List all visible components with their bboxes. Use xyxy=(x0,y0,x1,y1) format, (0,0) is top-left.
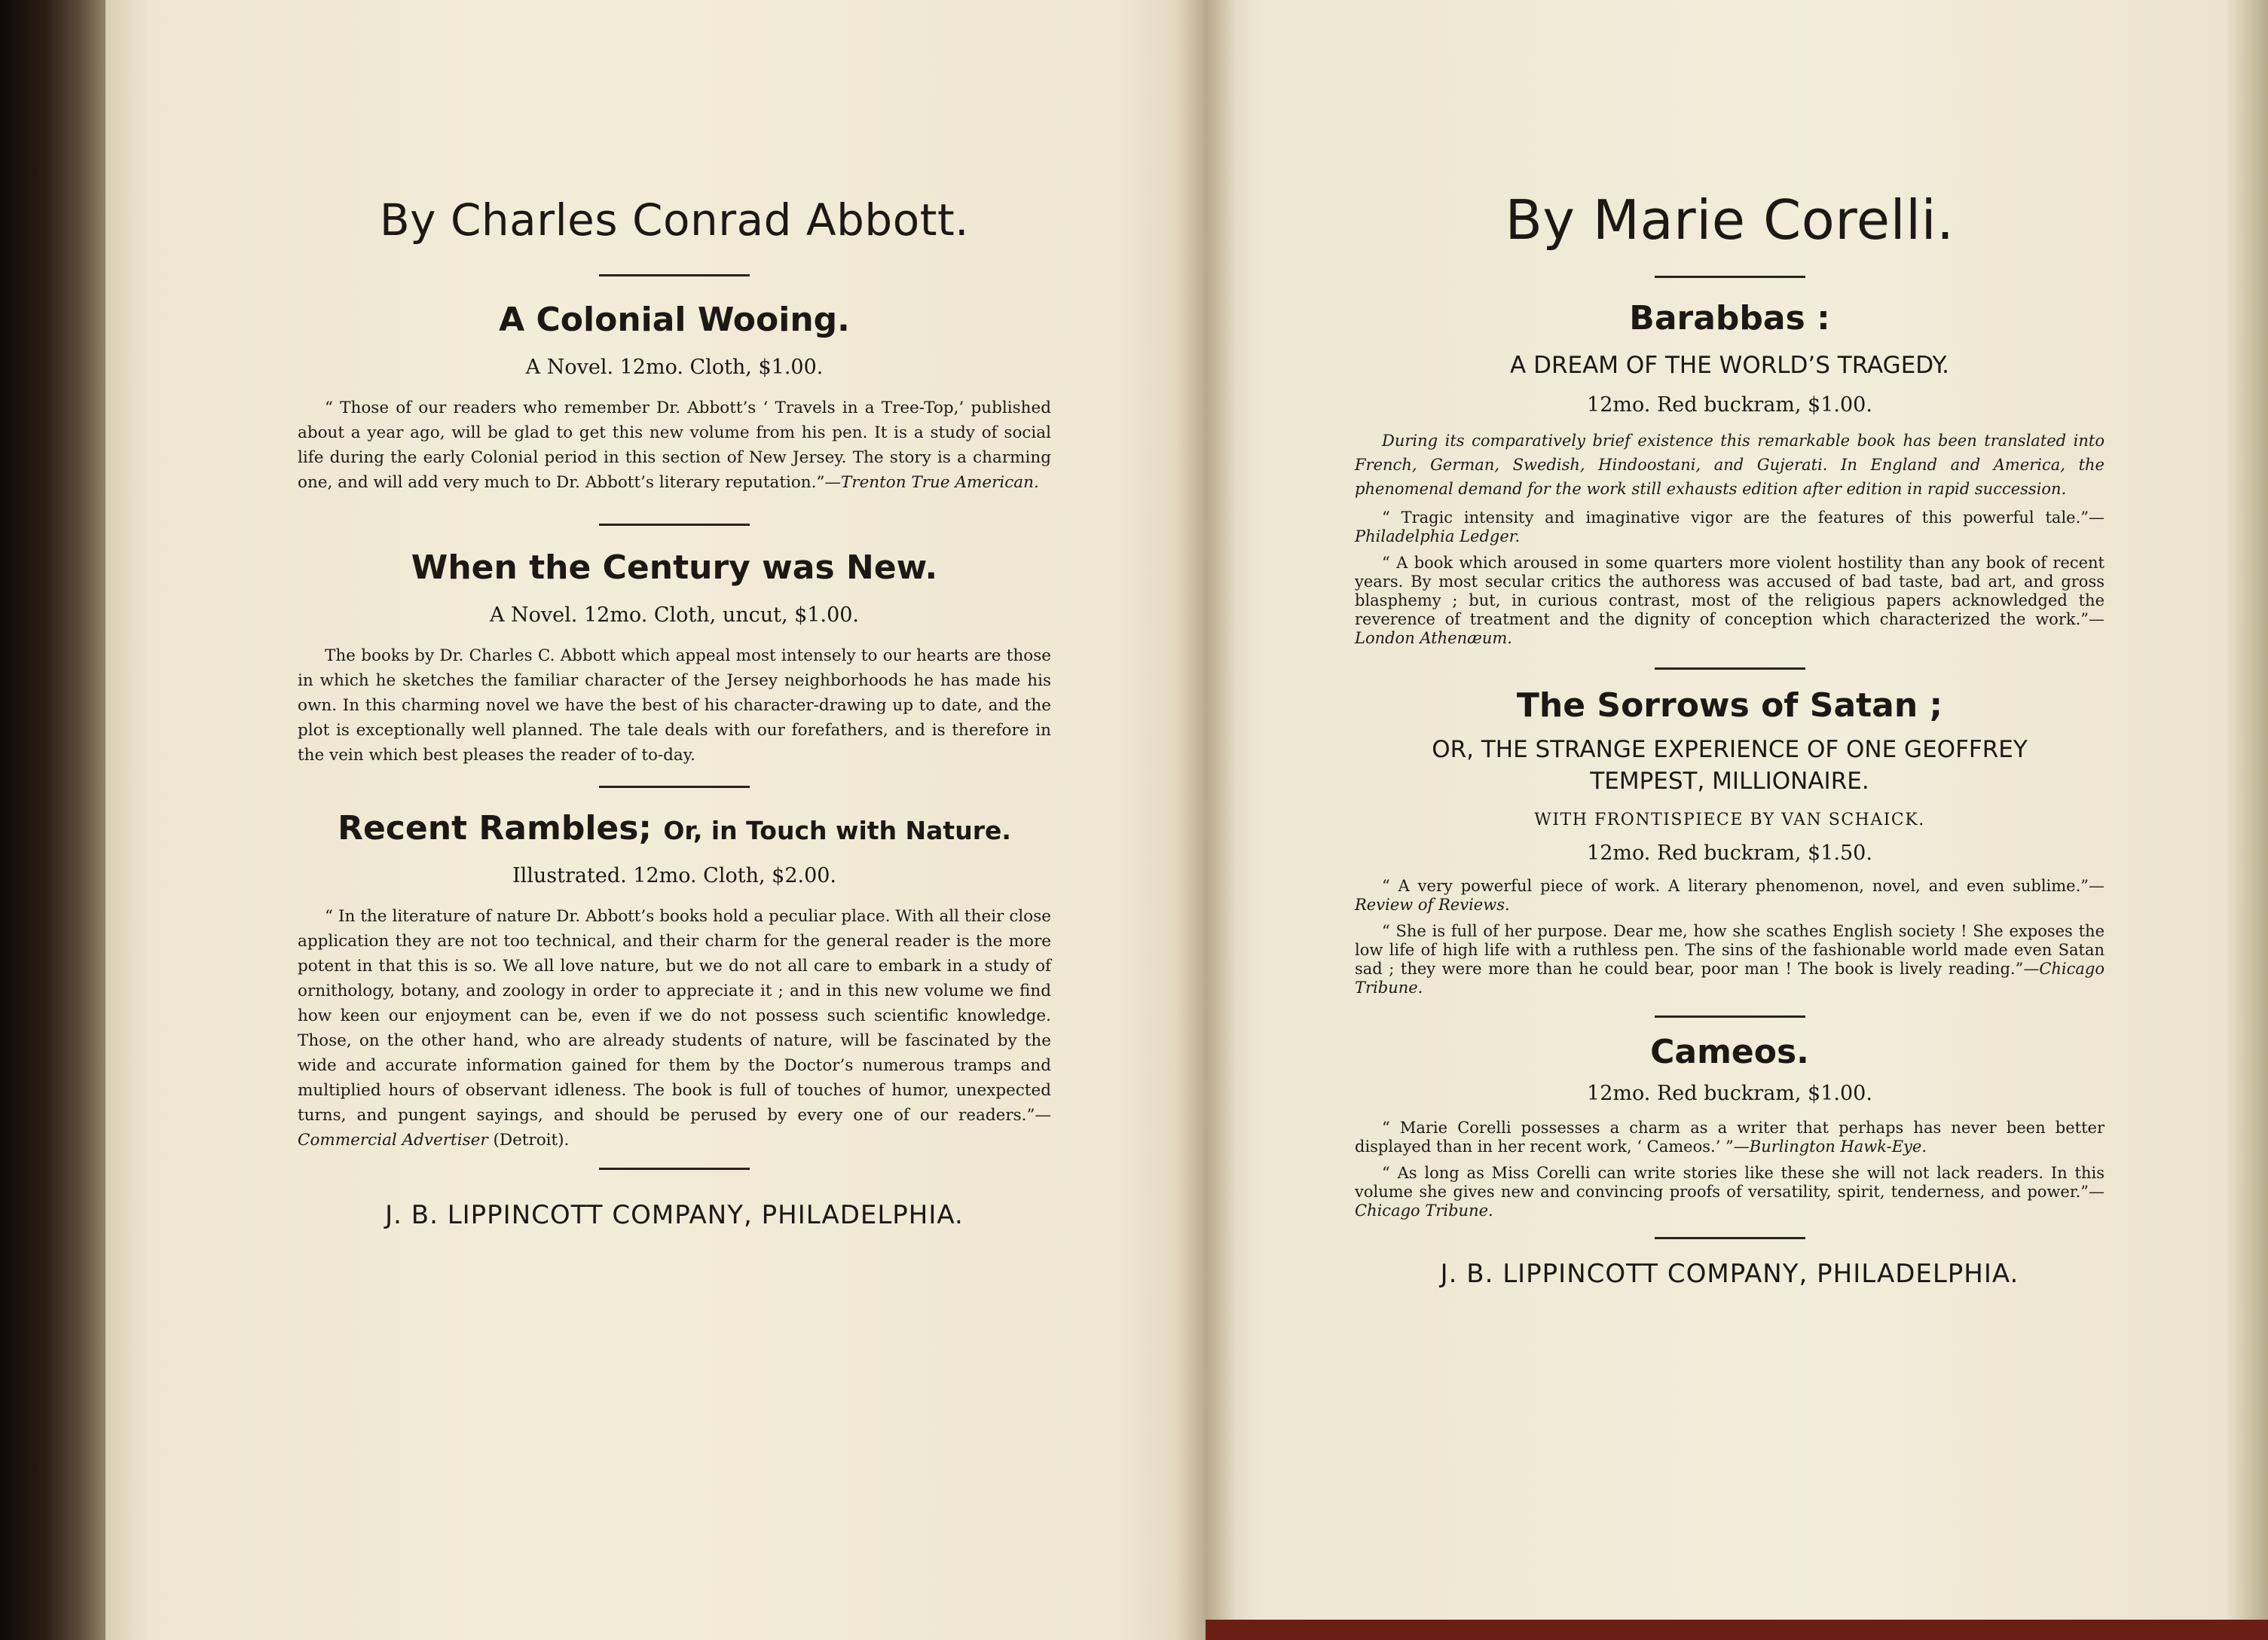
review-text: “ In the literature of nature Dr. Abbott’s books hold a peculiar place. With all their close application they are not too technical, and their charm for the general reader is the more potent in that this is so. We all love nature, but we do not all care to embark in a study of ornithology, botany, and zoology in order to appreciate it ; and in this new volume we find how keen our enjoyment can be, even if we do not possess such scientific knowledge. Those, on the other hand, who are already students of nature, will be fascinated by the wide and accurate information gained for them by the Doctor’s numerous tramps and multiplied hours of observant idleness. The book is full of touches of humor, unexpected turns, and pungent sayings, and should be perused by every one of our readers.” xyxy=(298,907,1051,1125)
review-text: “ A book which aroused in some quarters more violent hostility than any book of recent years. By most secular critics the authoress was accused of bad taste, bad art, and gross blasphemy ; but, in curious contrast, most of the religious papers acknowledged the reverence of treatment and the dignity of conception which characterized the work.” xyxy=(1355,554,2104,628)
review-text: “ Those of our readers who remember Dr. Abbott’s ‘ Travels in a Tree-Top,’ published about a year ago, will be glad to get this new volume from his pen. It is a study of social life during the early Colonial period in this section of New Jersey. The story is a charming one, and will add very much to Dr. Abbott’s literary reputation.” xyxy=(298,399,1051,492)
book-review xyxy=(1355,508,2104,546)
publisher-imprint: J. B. LIPPINCOTT COMPANY, PHILADELPHIA. xyxy=(385,1200,964,1230)
cover-edge xyxy=(1206,1620,2268,1640)
book-details: 12mo. Red buckram, $1.50. xyxy=(1587,841,1872,865)
book-review xyxy=(1355,877,2104,915)
book-title-barabbas: Barabbas : xyxy=(1629,299,1830,337)
book-details: A Novel. 12mo. Cloth, $1.00. xyxy=(525,356,824,379)
review-source: —Burlington Hawk-Eye. xyxy=(1733,1138,1927,1156)
book-review xyxy=(1355,554,2104,648)
left-page-content xyxy=(298,188,1051,1230)
book-details: A Novel. 12mo. Cloth, uncut, $1.00. xyxy=(489,603,860,627)
divider-rule xyxy=(599,1168,750,1170)
book-review xyxy=(298,395,1051,495)
book-review xyxy=(1355,1119,2104,1156)
book-details: Illustrated. 12mo. Cloth, $2.00. xyxy=(512,864,837,887)
book-title-cameos: Cameos. xyxy=(1650,1033,1809,1071)
review-source: —Chicago Tribune. xyxy=(1355,1183,2104,1220)
book-title-colonial-wooing: A Colonial Wooing. xyxy=(499,301,850,339)
divider-rule xyxy=(599,786,750,788)
divider-rule xyxy=(1655,1015,1805,1018)
title-subtitle: Or, in Touch with Nature. xyxy=(663,816,1011,845)
review-source: —Review of Reviews. xyxy=(1355,877,2104,914)
divider-rule xyxy=(1655,276,1805,278)
book-subtitle: A DREAM OF THE WORLD’S TRAGEDY. xyxy=(1510,352,1949,379)
review-source: —Chicago Tribune. xyxy=(1355,960,2104,997)
review-source-suffix: (Detroit). xyxy=(488,1131,570,1150)
review-text: “ A very powerful piece of work. A literary phenomenon, novel, and even sublime.” xyxy=(1382,877,2089,895)
review-source: —Trenton True American. xyxy=(824,473,1039,492)
author-heading-corelli: By Marie Corelli. xyxy=(1505,188,1955,252)
review-text: “ She is full of her purpose. Dear me, how she scathes English society ! She exposes the low life of high life with a ruthless pen. The sins of the fashionable world made even Satan sad ; they were more than he could bear, poor man ! The book is lively reading.” xyxy=(1355,922,2104,978)
book-note: During its comparatively brief existence this remarkable book has been translated into French, German, Swedish, Hindoostani, and Gujerati. In England and America, the phenomenal demand for the work still exhausts edition after edition in rapid succession. xyxy=(1355,432,2104,498)
title-main: Recent Rambles; xyxy=(338,809,653,847)
book-review xyxy=(1355,1164,2104,1220)
book-review: The books by Dr. Charles C. Abbott which appeal most intensely to our hearts are those in which he sketches the familiar character of the Jersey neighborhoods he has made his own. In this charming novel we have the best of his character-drawing up to date, and the plot is exceptionally well planned. The tale deals with our forefathers, and is therefore in the vein which best pleases the reader of to-day. xyxy=(298,646,1051,765)
book-title-sorrows-of-satan: The Sorrows of Satan ; xyxy=(1516,686,1943,725)
review-text: “ Tragic intensity and imaginative vigor are the features of this powerful tale.” xyxy=(1382,508,2089,527)
review-source: —London Athenæum. xyxy=(1355,610,2104,647)
book-title-century-new: When the Century was New. xyxy=(411,548,938,587)
divider-rule xyxy=(1655,1237,1805,1239)
book-details: 12mo. Red buckram, $1.00. xyxy=(1587,393,1872,417)
review-source: —Philadelphia Ledger. xyxy=(1355,508,2104,545)
author-heading-abbott: By Charles Conrad Abbott. xyxy=(379,194,970,246)
book-title-recent-rambles xyxy=(298,809,1051,847)
book-gutter xyxy=(1175,0,1236,1640)
divider-rule xyxy=(1655,667,1805,670)
book-binding-left xyxy=(0,0,113,1640)
review-source: —Commercial Advertiser xyxy=(298,1106,1051,1150)
publisher-imprint: J. B. LIPPINCOTT COMPANY, PHILADELPHIA. xyxy=(1440,1259,2019,1289)
divider-rule xyxy=(599,274,750,276)
divider-rule xyxy=(599,524,750,526)
book-subtitle-line1: OR, THE STRANGE EXPERIENCE OF ONE GEOFFREY xyxy=(1432,736,2028,763)
book-review xyxy=(1355,922,2104,997)
book-details: 12mo. Red buckram, $1.00. xyxy=(1587,1082,1872,1105)
review-text: “ As long as Miss Corelli can write stories like these she will not lack readers. In this volume she gives new and convincing proofs of versatility, spirit, tenderness, and power.” xyxy=(1355,1164,2104,1201)
book-subtitle-line2: TEMPEST, MILLIONAIRE. xyxy=(1590,768,1869,795)
review-text: “ Marie Corelli possesses a charm as a writer that perhaps has never been better displayed than in her recent work, ‘ Cameos.’ ” xyxy=(1355,1119,2104,1156)
right-page-content xyxy=(1355,188,2104,1289)
frontispiece-note: WITH FRONTISPIECE BY VAN SCHAICK. xyxy=(1534,811,1925,829)
book-review xyxy=(298,904,1051,1153)
